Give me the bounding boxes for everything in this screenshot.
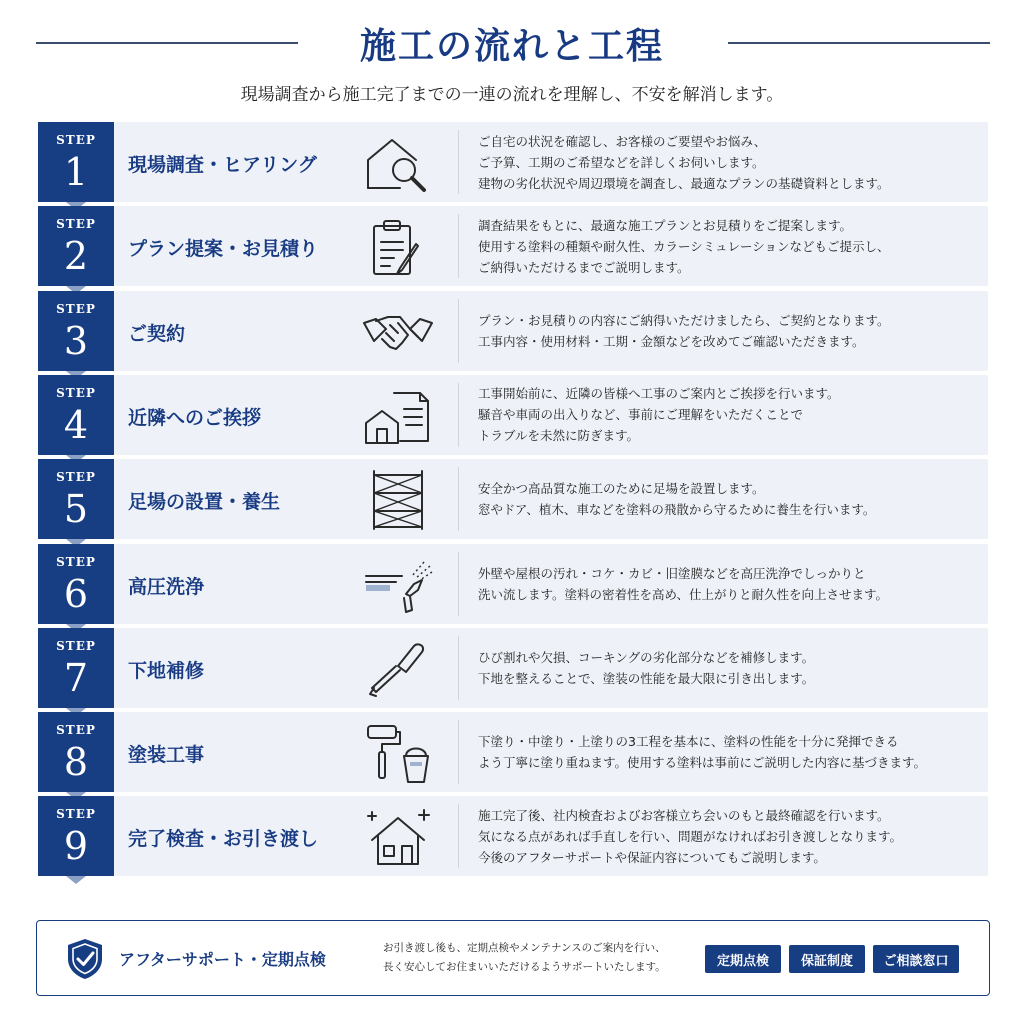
step-divider (458, 467, 459, 531)
step-description (478, 712, 990, 792)
step-description-line: 建物の劣化状況や周辺環境を調査し、最適なプランの基礎資料とします。 (478, 175, 890, 191)
trowel-icon (360, 636, 436, 700)
step-divider (458, 804, 459, 868)
step-divider (458, 636, 459, 700)
step-description-line: 工事開始前に、近隣の皆様へ工事のご案内とご挨拶を行います。 (478, 386, 840, 402)
step-description-line: 下地を整えることで、塗装の性能を最大限に引き出します。 (478, 670, 815, 686)
step-badge-label: STEP (56, 807, 96, 822)
step-badge (38, 712, 114, 792)
step-row (38, 122, 990, 202)
step-title: ご契約 (128, 322, 186, 345)
after-support-text-line: 長く安心してお住まいいただけるようサポートいたします。 (383, 961, 666, 973)
page-title: 施工の流れと工程 (359, 25, 664, 67)
step-row (38, 544, 990, 624)
step-divider (458, 552, 459, 616)
step-badge-label: STEP (56, 723, 96, 738)
step-title: 近隣へのご挨拶 (128, 406, 262, 429)
step-description-line: 洗い流します。塗料の密着性を高め、仕上がりと耐久性を向上させます。 (478, 586, 889, 602)
step-divider (458, 383, 459, 447)
step-badge (38, 628, 114, 708)
step-description (478, 459, 990, 539)
tag-warranty[interactable]: 保証制度 (789, 945, 865, 973)
step-row (38, 459, 990, 539)
step-row (38, 375, 990, 455)
scaffold-icon (360, 467, 436, 531)
step-row (38, 628, 990, 708)
header (0, 0, 1024, 120)
step-description-line: ひび割れや欠損、コーキングの劣化部分などを補修します。 (478, 649, 815, 665)
step-row (38, 291, 990, 371)
step-description (478, 206, 990, 286)
step-title: 下地補修 (128, 659, 205, 682)
step-divider (458, 130, 459, 194)
step-badge-label: STEP (56, 385, 96, 400)
step-description (478, 291, 990, 371)
step-description-line: 窓やドア、植木、車などを塗料の飛散から守るために養生を行います。 (478, 502, 876, 518)
step-title: 現場調査・ヒアリング (128, 154, 317, 176)
shield-check-icon (65, 937, 105, 981)
step-badge-number: 4 (63, 402, 89, 447)
step-badge-label: STEP (56, 470, 96, 485)
step-description-line: 工事内容・使用材料・工期・金額などを改めてご確認いただきます。 (478, 333, 865, 349)
tag-consultation[interactable]: ご相談窓口 (873, 945, 959, 973)
step-badge-number: 3 (63, 318, 89, 363)
step-arrow (66, 876, 86, 884)
step-description (478, 122, 990, 202)
step-badge (38, 291, 114, 371)
step-title: プラン提案・お見積り (128, 238, 319, 261)
step-badge-label: STEP (56, 217, 96, 232)
page-subtitle: 現場調査から施工完了までの一連の流れを理解し、不安を解消します。 (240, 85, 784, 105)
step-badge-number: 7 (63, 655, 89, 700)
step-description-line: ご自宅の状況を確認し、お客様のご要望やお悩み、 (478, 133, 767, 149)
step-description-line: 外壁や屋根の汚れ・コケ・カビ・旧塗膜などを高圧洗浄でしっかりと (478, 565, 866, 581)
step-badge (38, 122, 114, 202)
step-badge-number: 6 (63, 571, 89, 616)
step-badge-number: 5 (63, 487, 89, 532)
step-description-line: 使用する塗料の種類や耐久性、カラーシミュレーションなどもご提示し、 (478, 238, 890, 254)
step-description (478, 796, 990, 876)
step-badge-label: STEP (56, 133, 96, 147)
after-support-box (36, 920, 990, 996)
handshake-icon (360, 299, 436, 363)
step-description-line: ご納得いただけるまでご説明します。 (478, 259, 690, 275)
house-document-icon (360, 383, 436, 447)
step-description-line: トラブルを未然に防ぎます。 (478, 428, 640, 444)
step-badge-number: 9 (63, 824, 89, 869)
after-support-text-line: お引き渡し後も、定期点検やメンテナンスのご案内を行い、 (383, 942, 666, 954)
step-badge-number: 8 (63, 740, 89, 785)
step-description-line: 気になる点があれば手直しを行い、問題がなければお引き渡しとなります。 (478, 828, 903, 844)
paint-roller-bucket-icon (360, 720, 436, 784)
step-title: 足場の設置・養生 (128, 491, 281, 514)
step-description-line: ご予算、工期のご希望などを詳しくお伺いします。 (478, 154, 765, 170)
step-description (478, 375, 990, 455)
step-description-line: 騒音や車両の出入りなど、事前にご理解をいただくことで (478, 407, 804, 423)
house-magnifier-icon (360, 130, 436, 194)
step-badge-label: STEP (56, 301, 96, 316)
tag-regular-inspection[interactable]: 定期点検 (705, 945, 781, 973)
step-description-line: 今後のアフターサポートや保証内容についてもご説明します。 (478, 849, 826, 865)
step-description (478, 628, 990, 708)
step-divider (458, 720, 459, 784)
step-description-line: 安全かつ高品質な施工のために足場を設置します。 (478, 481, 765, 497)
step-badge-number: 1 (63, 150, 89, 194)
step-title: 高圧洗浄 (128, 575, 205, 598)
step-badge-label: STEP (56, 638, 96, 653)
step-divider (458, 299, 459, 363)
step-description-line: よう丁寧に塗り重ねます。使用する塗料は事前にご説明した内容に基づきます。 (478, 755, 927, 771)
clipboard-pen-icon (360, 214, 436, 278)
step-description-line: プラン・お見積りの内容にご納得いただけましたら、ご契約となります。 (478, 312, 890, 328)
step-row (38, 712, 990, 792)
step-description-line: 調査結果をもとに、最適な施工プランとお見積りをご提案します。 (478, 217, 853, 233)
house-sparkle-icon (360, 804, 436, 868)
step-badge (38, 375, 114, 455)
step-badge-label: STEP (56, 554, 96, 569)
step-title: 塗装工事 (128, 744, 205, 767)
step-badge-number: 2 (63, 234, 89, 279)
step-badge (38, 206, 114, 286)
step-row (38, 206, 990, 286)
step-badge (38, 796, 114, 876)
step-description (478, 544, 990, 624)
step-divider (458, 214, 459, 278)
step-description-line: 下塗り・中塗り・上塗りの3工程を基本に、塗料の性能を十分に発揮できる (478, 734, 899, 750)
after-support-text (383, 939, 666, 977)
step-title: 完了検査・お引き渡し (128, 828, 319, 851)
step-badge (38, 459, 114, 539)
after-support-title: アフターサポート・定期点検 (119, 950, 326, 969)
step-description-line: 施工完了後、社内検査およびお客様立ち会いのもと最終確認を行います。 (478, 807, 890, 823)
pressure-washer-icon (360, 552, 436, 616)
step-row (38, 796, 990, 876)
step-badge (38, 544, 114, 624)
